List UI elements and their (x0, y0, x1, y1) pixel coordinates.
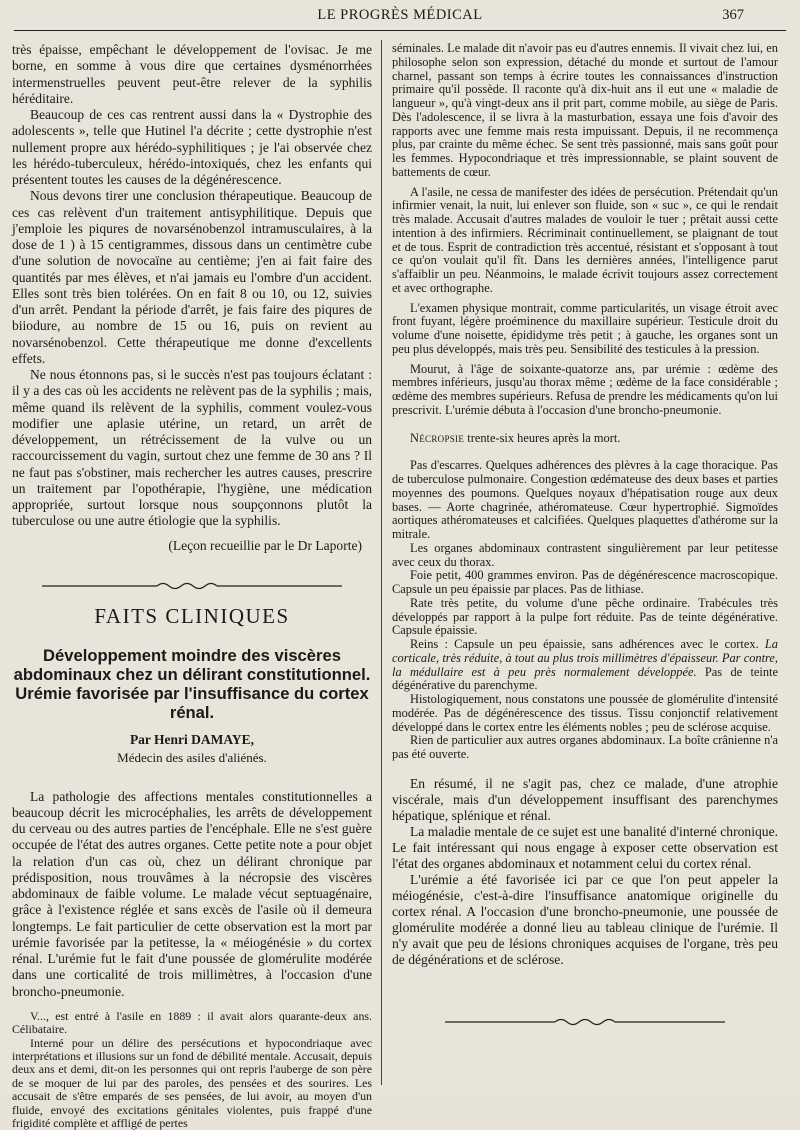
section-title: FAITS CLINIQUES (94, 603, 290, 628)
right-column (392, 42, 778, 1028)
kidney-text-end: Pas de teinte dégénérative du parenchyme. (392, 664, 778, 693)
page-number: 367 (722, 7, 744, 23)
paragraph: Histologiquement, nous constatons une poussée de glomérulite d'intensité modérée. Pas de dégénérescence des tissus. Tissu conjonctif relativement développé dans le cortex entre les éléments nobles ; peu de sclérose acquise. (392, 692, 778, 734)
paragraph: Nous devons tirer une conclusion thérapeutique. Beaucoup de ces cas relèvent d'un traitement antisyphilitique. Depuis que j'emploie les piqures de novarsénobenzol intramusculaires, à la dose de 1 ) à 15 centigrammes, dissous dans un centimètre cube d'une solution de novocaïne au centième; j'en ai fait faire des quantités par mes élèves, et n'ai jamais eu l'ombre d'un accident. Elles sont très bien tolérées. On en fait 8 ou 10, ou 12, suivies d'un arrêt. Pendant la période d'arrêt, je fais faire des piqures de biiodure, au nombre de 15 ou 16, puis on revient au novarsénobenzol. Cette thérapeutique me donne d'excellents effets. (12, 188, 372, 366)
case-text: est entré à l'asile en 1889 : il avait alors quarante-deux ans. Célibataire. (12, 1008, 372, 1037)
summary-paragraph: La maladie mentale de ce sujet est une banalité d'interné chronique. Le fait intéressant qui nous engage à exposer cette observation est l'état des organes abdominaux et notamment celui du cortex rénal. (392, 823, 778, 871)
byline: Par Henri DAMAYE, (129, 732, 255, 747)
paragraph: Les organes abdominaux contrastent singulièrement par leur petitesse avec ceux du thorax. (392, 540, 778, 569)
column-divider (381, 40, 382, 1085)
left-column (12, 42, 372, 1130)
kidney-text: Reins : Capsule un peu épaissie, sans adhérences avec le cortex. (410, 637, 765, 651)
paragraph: Ne nous étonnons pas, si le succès n'est pas toujours éclatant : il y a des cas où les accidents ne relèvent pas de la syphilis ; mais, même quand ils relèvent de la syphilis, comment voulez-vous modifier une aplasie utérine, un retard, un arrêt de développement, un rétrécissement de la vulve ou un raccourcissement du vagin, surtout chez une femme de 30 ans ? Il ne faut pas s'obstiner, mais rechercher les autres causes, prescrire un traitement par l'opothérapie, l'hygiène, une médication appropriée, surtout lorsque nous soupçonnons plutôt la tuberculose ou une autre étiologie que la syphilis. (12, 367, 372, 529)
case-patient: V..., (30, 1008, 49, 1023)
paragraph: Mourut, à l'âge de soixante-quatorze ans, par urémie : œdème des membres inférieurs, jusqu'au thorax même ; œdème de la face considérable ; œdème des membres supérieurs. Refusa de prendre les médicaments qu'on lui prescrivit. L'urémie débuta à l'occasion d'une broncho-pneumonie. (392, 361, 778, 417)
paragraph: La pathologie des affections mentales constitutionnelles a beaucoup décrit les microcéphalies, les arrêts de développement du cerveau ou des autres parties de l'encéphale. Elle ne s'est guère occupée de l'état des autres organes. Cette petite note a pour objet la relation d'un cas où, chez un délirant chronique par prédisposition, nous trouvâmes à la nécropsie des viscères abdominaux de faible volume. Le malade vécut septuagénaire, grâce à l'existence réglée et sans excès de l'asile où il demeura longtemps. Le fait particulier de cette observation est la mort par urémie favorisée par la petitesse, la « méiogénésie » du cortex rénal. L'urémie fut le fait d'une poussée de glomérulite modérée dans une corticalité de trois millimètres, à l'occasion d'une broncho-pneumonie. (12, 788, 372, 999)
flourish-ornament (42, 580, 342, 592)
autopsy-label: Nécropsie (410, 430, 465, 445)
affiliation: Médecin des asiles d'aliénés. (117, 750, 267, 766)
page-header (14, 4, 786, 31)
paragraph (392, 638, 778, 693)
summary-paragraph: En résumé, il ne s'agit pas, chez ce malade, d'une atrophie viscérale, mais d'un développement insuffisant des parenchymes hépatique, splénique et rénal. (392, 775, 778, 823)
paragraph: Foie petit, 400 grammes environ. Pas de dégénérescence macroscopique. Capsule un peu épaissie par places. Pas de lithiase. (392, 568, 778, 596)
paragraph: A l'asile, ne cessa de manifester des idées de persécution. Prétendait qu'un infirmier venait, la nuit, lui enlever son fluide, son « suc », ce qui le rendait très malade. Accusait d'autres malades de vouloir le tuer ; prêtait aussi cette intention à des infirmiers. Récriminait continuellement, se plaignant de tout et de tous. Esprit de contradiction très accentué, résistant et s'opposant à tout ce qu'on voulait qu'il fît. Dans les dernières années, l'intelligence parut s'affaiblir un peu. Néanmoins, le malade écrivit toujours assez correctement et avec orthographe. (392, 184, 778, 295)
paragraph: très épaisse, empêchant le développement de l'ovisac. Je me borne, en somme à vous dire que certaines dysménorrhées intermenstruelles peuvent peut-être relever de la syphilis héréditaire. (12, 42, 372, 106)
paragraph: séminales. Le malade dit n'avoir pas eu d'autres ennemis. Il vivait chez lui, en philosophe selon son expression, détaché du monde et surtout de l'amour charnel, passant son temps à écrire toutes les connaissances d'instruction primaire qu'il possède. Il raconte qu'à dix-huit ans il eut une « maladie de langueur », qu'à vingt-deux ans il prit part, comme mobile, au siège de Paris. Dès l'adolescence, il se livra à la masturbation, essaya une fois d'avoir des rapports avec une femme mais resta impuissant. Depuis, il ne recommença plus, par crainte du même échec. Se sent très passionné, mais sans goût pour les femmes. Hypocondriaque et très impressionnable, se plaint souvent de battements de cœur. (392, 41, 778, 179)
running-head: LE PROGRÈS MÉDICAL (317, 7, 483, 23)
article-title: Développement moindre des viscères abdominaux chez un délirant constitutionnel. Urémie favorisée par l'insuffisance du cortex rénal. (13, 646, 371, 722)
autopsy-text: trente-six heures après la mort. (464, 430, 621, 445)
paragraph: Rate très petite, du volume d'une pêche ordinaire. Trabécules très développés par rapport à la pulpe fort réduite. Pas de teinte dégénérative. Capsule épaissie. (392, 595, 778, 638)
paragraph: Beaucoup de ces cas rentrent aussi dans la « Dystrophie des adolescents », telle que Hutinel l'a décrite ; cette dystrophie n'est nullement propre aux hérédo-syphilitiques ; je l'ai observée chez les hérédo-tuberculeux, hérédo-intoxiqués, chez les enfants qui présentent toutes les causes de la dégénérescence. (12, 107, 372, 187)
paragraph: Rien de particulier aux autres organes abdominaux. La boîte crânienne n'a pas été ouverte. (392, 733, 778, 761)
case-intro (12, 1010, 372, 1037)
case-history: Interné pour un délire des persécutions et hypocondriaque avec interprétations et illusions sur un fond de débilité mentale. Accusait, depuis deux ans et demi, dit-on les personnes qui ont repris l'auberge de son père de se moquer de lui par des paroles, des pensées et des sourires. Les accusait de s'être emparés de ses pensées, de lui avoir, au moyen d'un fluide, envoyé des excitations génitales violentes, puis frappé d'une frigidité complète et affligé de pertes (12, 1035, 372, 1130)
signature: (Leçon recueillie par le Dr Laporte) (168, 537, 362, 553)
flourish-ornament (445, 1016, 725, 1028)
summary-paragraph: L'urémie a été favorisée ici par ce que l'on peut appeler la méiogénésie, c'est-à-dire l'insuffisance anatomique originelle du cortex rénal. A l'occasion d'une broncho-pneumonie, une poussée de glomérulite modérée a donné lieu au tableau clinique de l'urémie. Il n'y avait que peu de lésions chroniques acquises de l'organe, très peu de dégénérations et de sclérose. (392, 871, 778, 967)
paragraph: Pas d'escarres. Quelques adhérences des plèvres à la cage thoracique. Pas de tuberculose pulmonaire. Congestion œdémateuse des deux bases et parties moyennes des poumons. Quelques noyaux d'hépatisation rouge aux deux bases. — Aorte chagrinée, athéromateuse. Cœur hypertrophié. Sigmoïdes aortiques athéromateuses et calcifiées. Quelques plaquettes d'athérome sur la mitrale. (392, 458, 778, 541)
kidney-italic: La corticale, très réduite, à tout au plus trois millimètres d'épaisseur. Par contre, la médullaire est à peu près normalement développée. (392, 637, 778, 679)
paragraph: L'examen physique montrait, comme particularités, un visage étroit avec front fuyant, légère proéminence du maxillaire supérieur. Testicule droit du volume d'une noisette, épididyme très petit ; à gauche, les organes sont un peu plus développés, mais très peu. Sensibilité des testicules à la pression. (392, 300, 778, 356)
autopsy-heading (392, 432, 778, 446)
